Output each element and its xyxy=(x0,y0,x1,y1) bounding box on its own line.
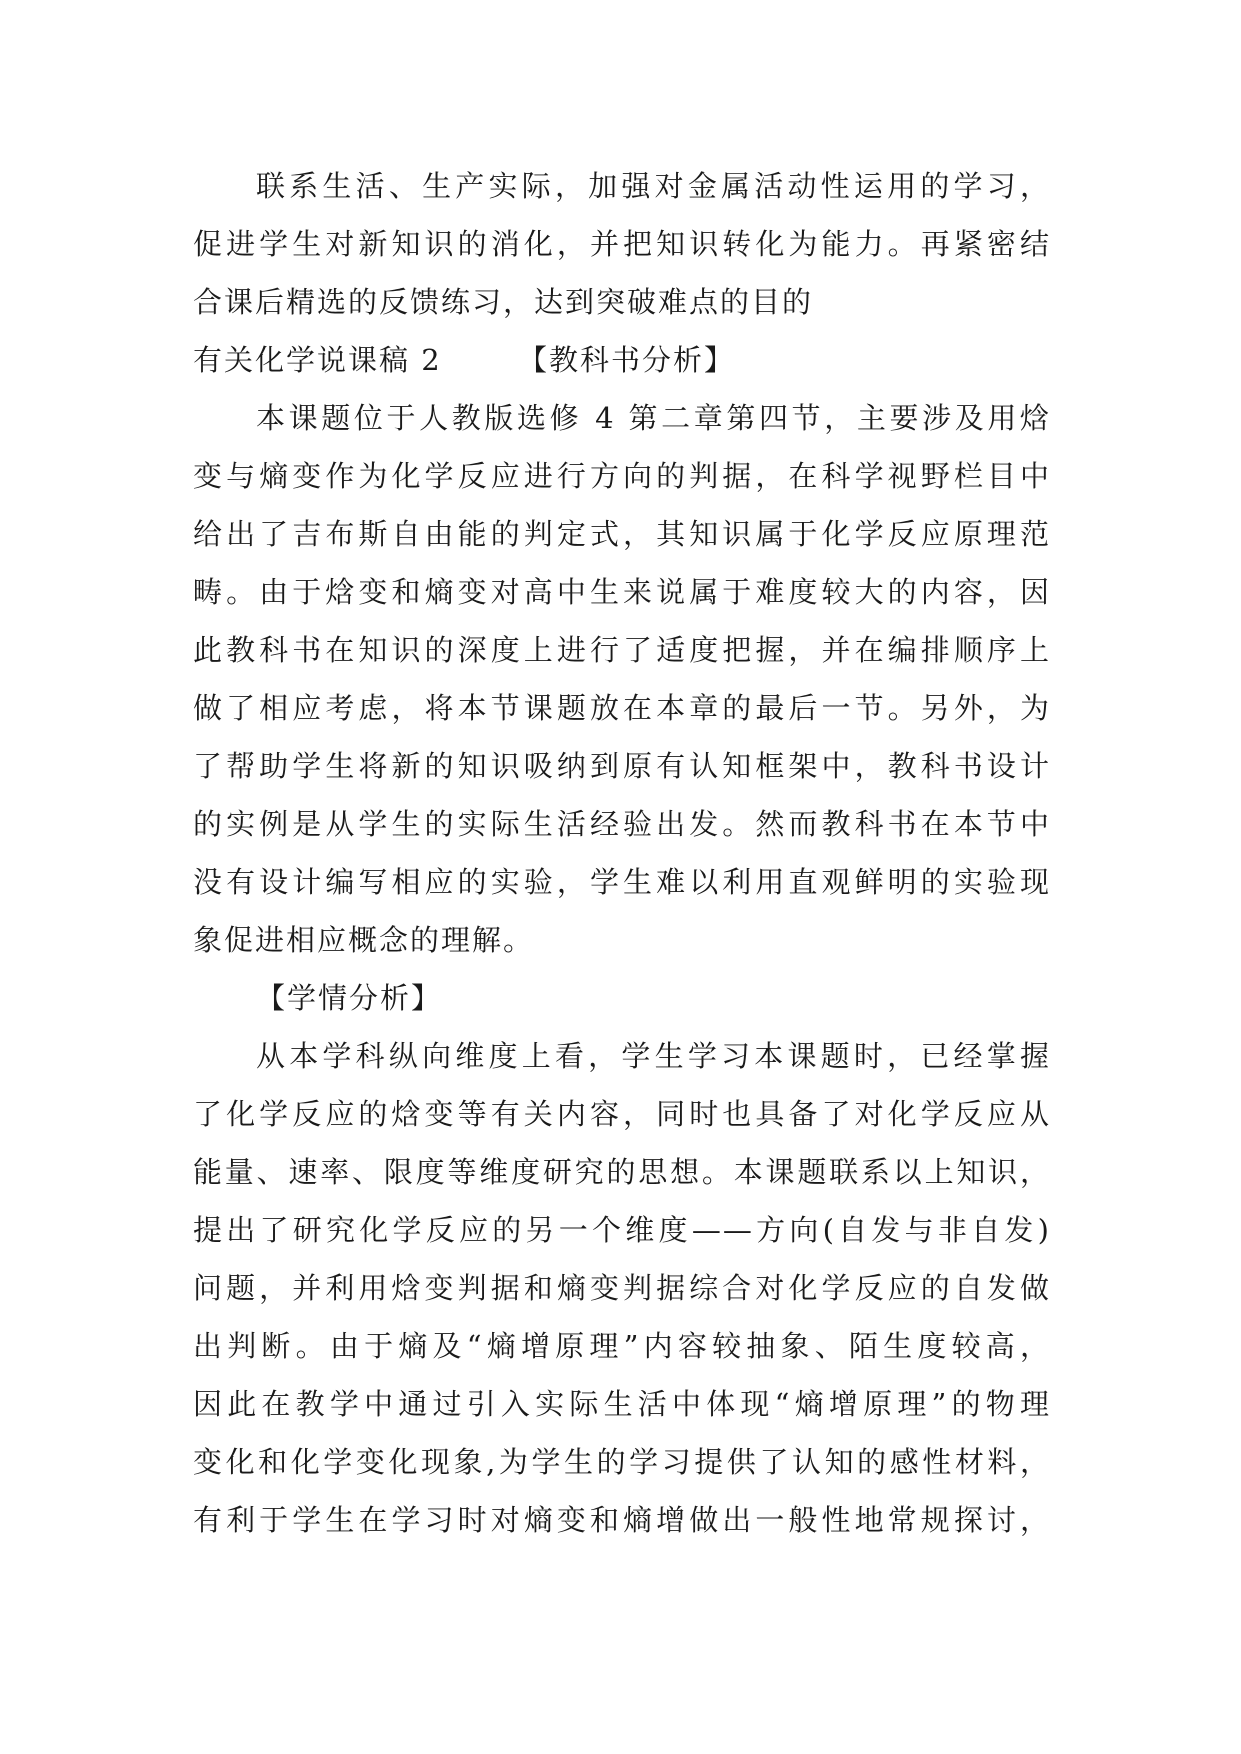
paragraph-line: 给出了吉布斯自由能的判定式，其知识属于化学反应原理范 xyxy=(193,517,1051,551)
heading-row xyxy=(193,340,1051,380)
paragraph-line: 的实例是从学生的实际生活经验出发。然而教科书在本节中 xyxy=(193,807,1051,841)
paragraph-line: 能量、速率、限度等维度研究的思想。本课题联系以上知识， xyxy=(193,1155,1051,1189)
paragraph-line: 有利于学生在学习时对熵变和熵增做出一般性地常规探讨， xyxy=(193,1503,1051,1537)
paragraph-line: 变与熵变作为化学反应进行方向的判据，在科学视野栏目中 xyxy=(193,459,1051,493)
section-heading: 【教科书分析】 xyxy=(518,343,736,377)
paragraph-line: 变化和化学变化现象,为学生的学习提供了认知的感性材料， xyxy=(193,1445,1051,1479)
section-heading: 【学情分析】 xyxy=(256,981,443,1015)
paragraph-line: 做了相应考虑，将本节课题放在本章的最后一节。另外，为 xyxy=(193,691,1051,725)
paragraph-line: 了帮助学生将新的知识吸纳到原有认知框架中，教科书设计 xyxy=(193,749,1051,783)
paragraph-line: 出判断。由于熵及“熵增原理”内容较抽象、陌生度较高， xyxy=(193,1329,1051,1363)
paragraph-line: 此教科书在知识的深度上进行了适度把握，并在编排顺序上 xyxy=(193,633,1051,667)
paragraph-line: 联系生活、生产实际，加强对金属活动性运用的学习， xyxy=(256,169,1051,203)
paragraph-line: 了化学反应的焓变等有关内容，同时也具备了对化学反应从 xyxy=(193,1097,1051,1131)
paragraph-line: 问题，并利用焓变判据和熵变判据综合对化学反应的自发做 xyxy=(193,1271,1051,1305)
paragraph-line: 因此在教学中通过引入实际生活中体现“熵增原理”的物理 xyxy=(193,1387,1051,1421)
paragraph-line: 促进学生对新知识的消化，并把知识转化为能力。再紧密结 xyxy=(193,227,1051,261)
paragraph-line: 从本学科纵向维度上看，学生学习本课题时，已经掌握 xyxy=(256,1039,1051,1073)
paragraph-line: 本课题位于人教版选修 4 第二章第四节，主要涉及用焓 xyxy=(256,401,1051,435)
paragraph-line: 畴。由于焓变和熵变对高中生来说属于难度较大的内容，因 xyxy=(193,575,1051,609)
paragraph-line: 没有设计编写相应的实验，学生难以利用直观鲜明的实验现 xyxy=(193,865,1051,899)
paragraph-line: 提出了研究化学反应的另一个维度——方向(自发与非自发) xyxy=(193,1213,1051,1247)
paragraph-line: 象促进相应概念的理解。 xyxy=(193,923,535,957)
document-title: 有关化学说课稿 2 xyxy=(193,343,442,377)
paragraph-line: 合课后精选的反馈练习，达到突破难点的目的 xyxy=(193,285,814,319)
